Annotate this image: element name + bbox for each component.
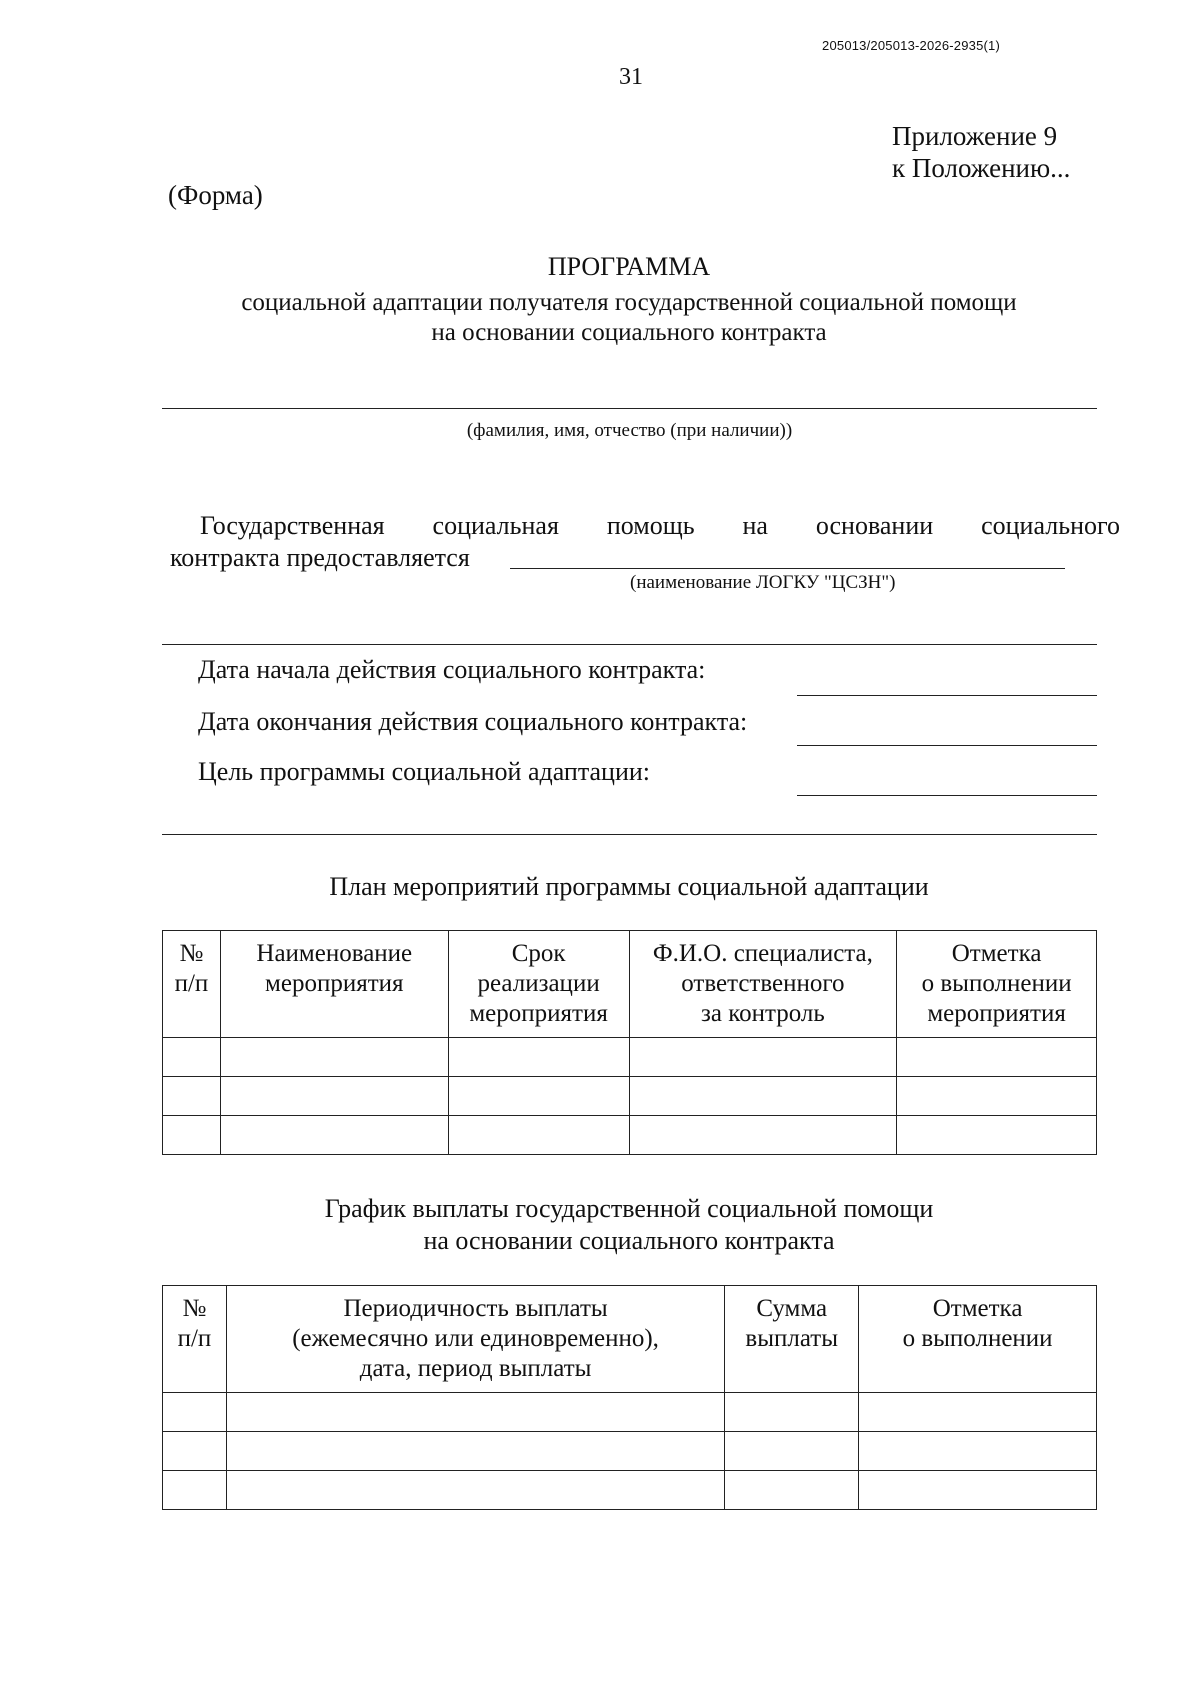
provider-word: на (742, 511, 768, 540)
header-text: реализации (477, 970, 600, 997)
header-text: мероприятия (927, 1000, 1066, 1027)
table-row (163, 1038, 1097, 1077)
table-header-cell (725, 1286, 859, 1393)
goal-continuation-line (162, 834, 1097, 835)
provider-paragraph-line-1 (200, 510, 1120, 542)
header-text: Отметка (951, 940, 1042, 967)
provider-name-caption: (наименование ЛОГКУ "ЦСЗН") (630, 572, 896, 593)
table-row (163, 1077, 1097, 1116)
recipient-name-caption: (фамилия, имя, отчество (при наличии)) (466, 420, 793, 441)
table-cell[interactable] (220, 1116, 448, 1155)
provider-name-line (510, 568, 1065, 569)
header-text: № (179, 940, 204, 967)
table-cell[interactable] (725, 1432, 859, 1471)
provider-word: помощь (606, 511, 695, 540)
table-cell[interactable] (226, 1432, 724, 1471)
header-text: Сумма (756, 1295, 828, 1322)
table-cell[interactable] (163, 1432, 227, 1471)
schedule-title-line-1: График выплаты государственной социальной помощи (324, 1194, 934, 1223)
table-cell[interactable] (725, 1471, 859, 1510)
header-text: Наименование (256, 940, 413, 967)
table-cell[interactable] (859, 1432, 1097, 1471)
end-date-field[interactable] (797, 745, 1097, 746)
table-cell[interactable] (629, 1077, 897, 1116)
header-text: за контроль (700, 1000, 825, 1027)
header-text: Периодичность выплаты (343, 1295, 608, 1322)
header-text: мероприятия (469, 1000, 608, 1027)
table-header-cell (220, 931, 448, 1038)
table-header-cell (163, 1286, 227, 1393)
document-subtitle-line-2: на основании социального контракта (431, 319, 827, 346)
schedule-title-line-2: на основании социального контракта (423, 1226, 835, 1255)
table-cell[interactable] (897, 1038, 1097, 1077)
table-cell[interactable] (163, 1471, 227, 1510)
table-row (163, 1471, 1097, 1510)
annex-reference (892, 120, 1070, 184)
table-cell[interactable] (163, 1393, 227, 1432)
provider-word: основании (815, 511, 934, 540)
table-header-row (163, 931, 1097, 1038)
start-date-label: Дата начала действия социального контракта: (198, 655, 706, 684)
annex-line-1: Приложение 9 (892, 121, 1058, 151)
plan-title: План мероприятий программы социальной адаптации (329, 872, 929, 901)
table-cell[interactable] (163, 1116, 221, 1155)
header-text: № (182, 1295, 207, 1322)
header-text: п/п (174, 970, 209, 997)
annex-line-2: к Положению... (892, 153, 1071, 183)
table-header-cell (226, 1286, 724, 1393)
header-text: п/п (177, 1325, 212, 1352)
document-number: 205013/205013-2026-2935(1) (822, 38, 1000, 53)
provider-word: социальная (432, 511, 559, 540)
table-header-cell (859, 1286, 1097, 1393)
table-cell[interactable] (859, 1471, 1097, 1510)
table-cell[interactable] (220, 1077, 448, 1116)
schedule-table (162, 1285, 1097, 1510)
header-text: Ф.И.О. специалиста, (652, 940, 873, 967)
goal-label: Цель программы социальной адаптации: (198, 757, 651, 786)
page-number: 31 (619, 64, 643, 90)
header-text: ответственного (681, 970, 845, 997)
header-text: о выполнении (921, 970, 1072, 997)
table-cell[interactable] (163, 1038, 221, 1077)
provider-continuation-line (162, 644, 1097, 645)
header-text: мероприятия (265, 970, 404, 997)
table-cell[interactable] (163, 1077, 221, 1116)
header-text: (ежемесячно или единовременно), (292, 1325, 659, 1352)
header-text: Отметка (932, 1295, 1023, 1322)
table-header-cell (448, 931, 629, 1038)
table-cell[interactable] (226, 1471, 724, 1510)
form-label: (Форма) (168, 180, 263, 210)
header-text: о выполнении (902, 1325, 1053, 1352)
table-header-cell (897, 931, 1097, 1038)
table-cell[interactable] (448, 1077, 629, 1116)
table-row (163, 1432, 1097, 1471)
header-text: дата, период выплаты (359, 1355, 592, 1382)
header-text: выплаты (745, 1325, 839, 1352)
header-text: Срок (511, 940, 566, 967)
table-cell[interactable] (725, 1393, 859, 1432)
table-header-row (163, 1286, 1097, 1393)
document-subtitle-line-1: социальной адаптации получателя государственной социальной помощи (241, 289, 1017, 316)
table-header-cell (629, 931, 897, 1038)
goal-field[interactable] (797, 795, 1097, 796)
plan-table (162, 930, 1097, 1155)
table-header-cell (163, 931, 221, 1038)
table-cell[interactable] (226, 1393, 724, 1432)
table-cell[interactable] (448, 1038, 629, 1077)
document-title: ПРОГРАММА (547, 252, 711, 281)
table-cell[interactable] (629, 1038, 897, 1077)
table-cell[interactable] (220, 1038, 448, 1077)
end-date-label: Дата окончания действия социального контракта: (198, 707, 748, 736)
table-row (163, 1116, 1097, 1155)
provider-word: социального (981, 511, 1120, 540)
table-cell[interactable] (897, 1077, 1097, 1116)
recipient-name-line (162, 408, 1097, 409)
start-date-field[interactable] (797, 695, 1097, 696)
table-cell[interactable] (629, 1116, 897, 1155)
table-cell[interactable] (448, 1116, 629, 1155)
provider-word: Государственная (200, 511, 385, 540)
provider-paragraph-line-2: контракта предоставляется (170, 543, 470, 572)
table-cell[interactable] (859, 1393, 1097, 1432)
table-cell[interactable] (897, 1116, 1097, 1155)
table-row (163, 1393, 1097, 1432)
